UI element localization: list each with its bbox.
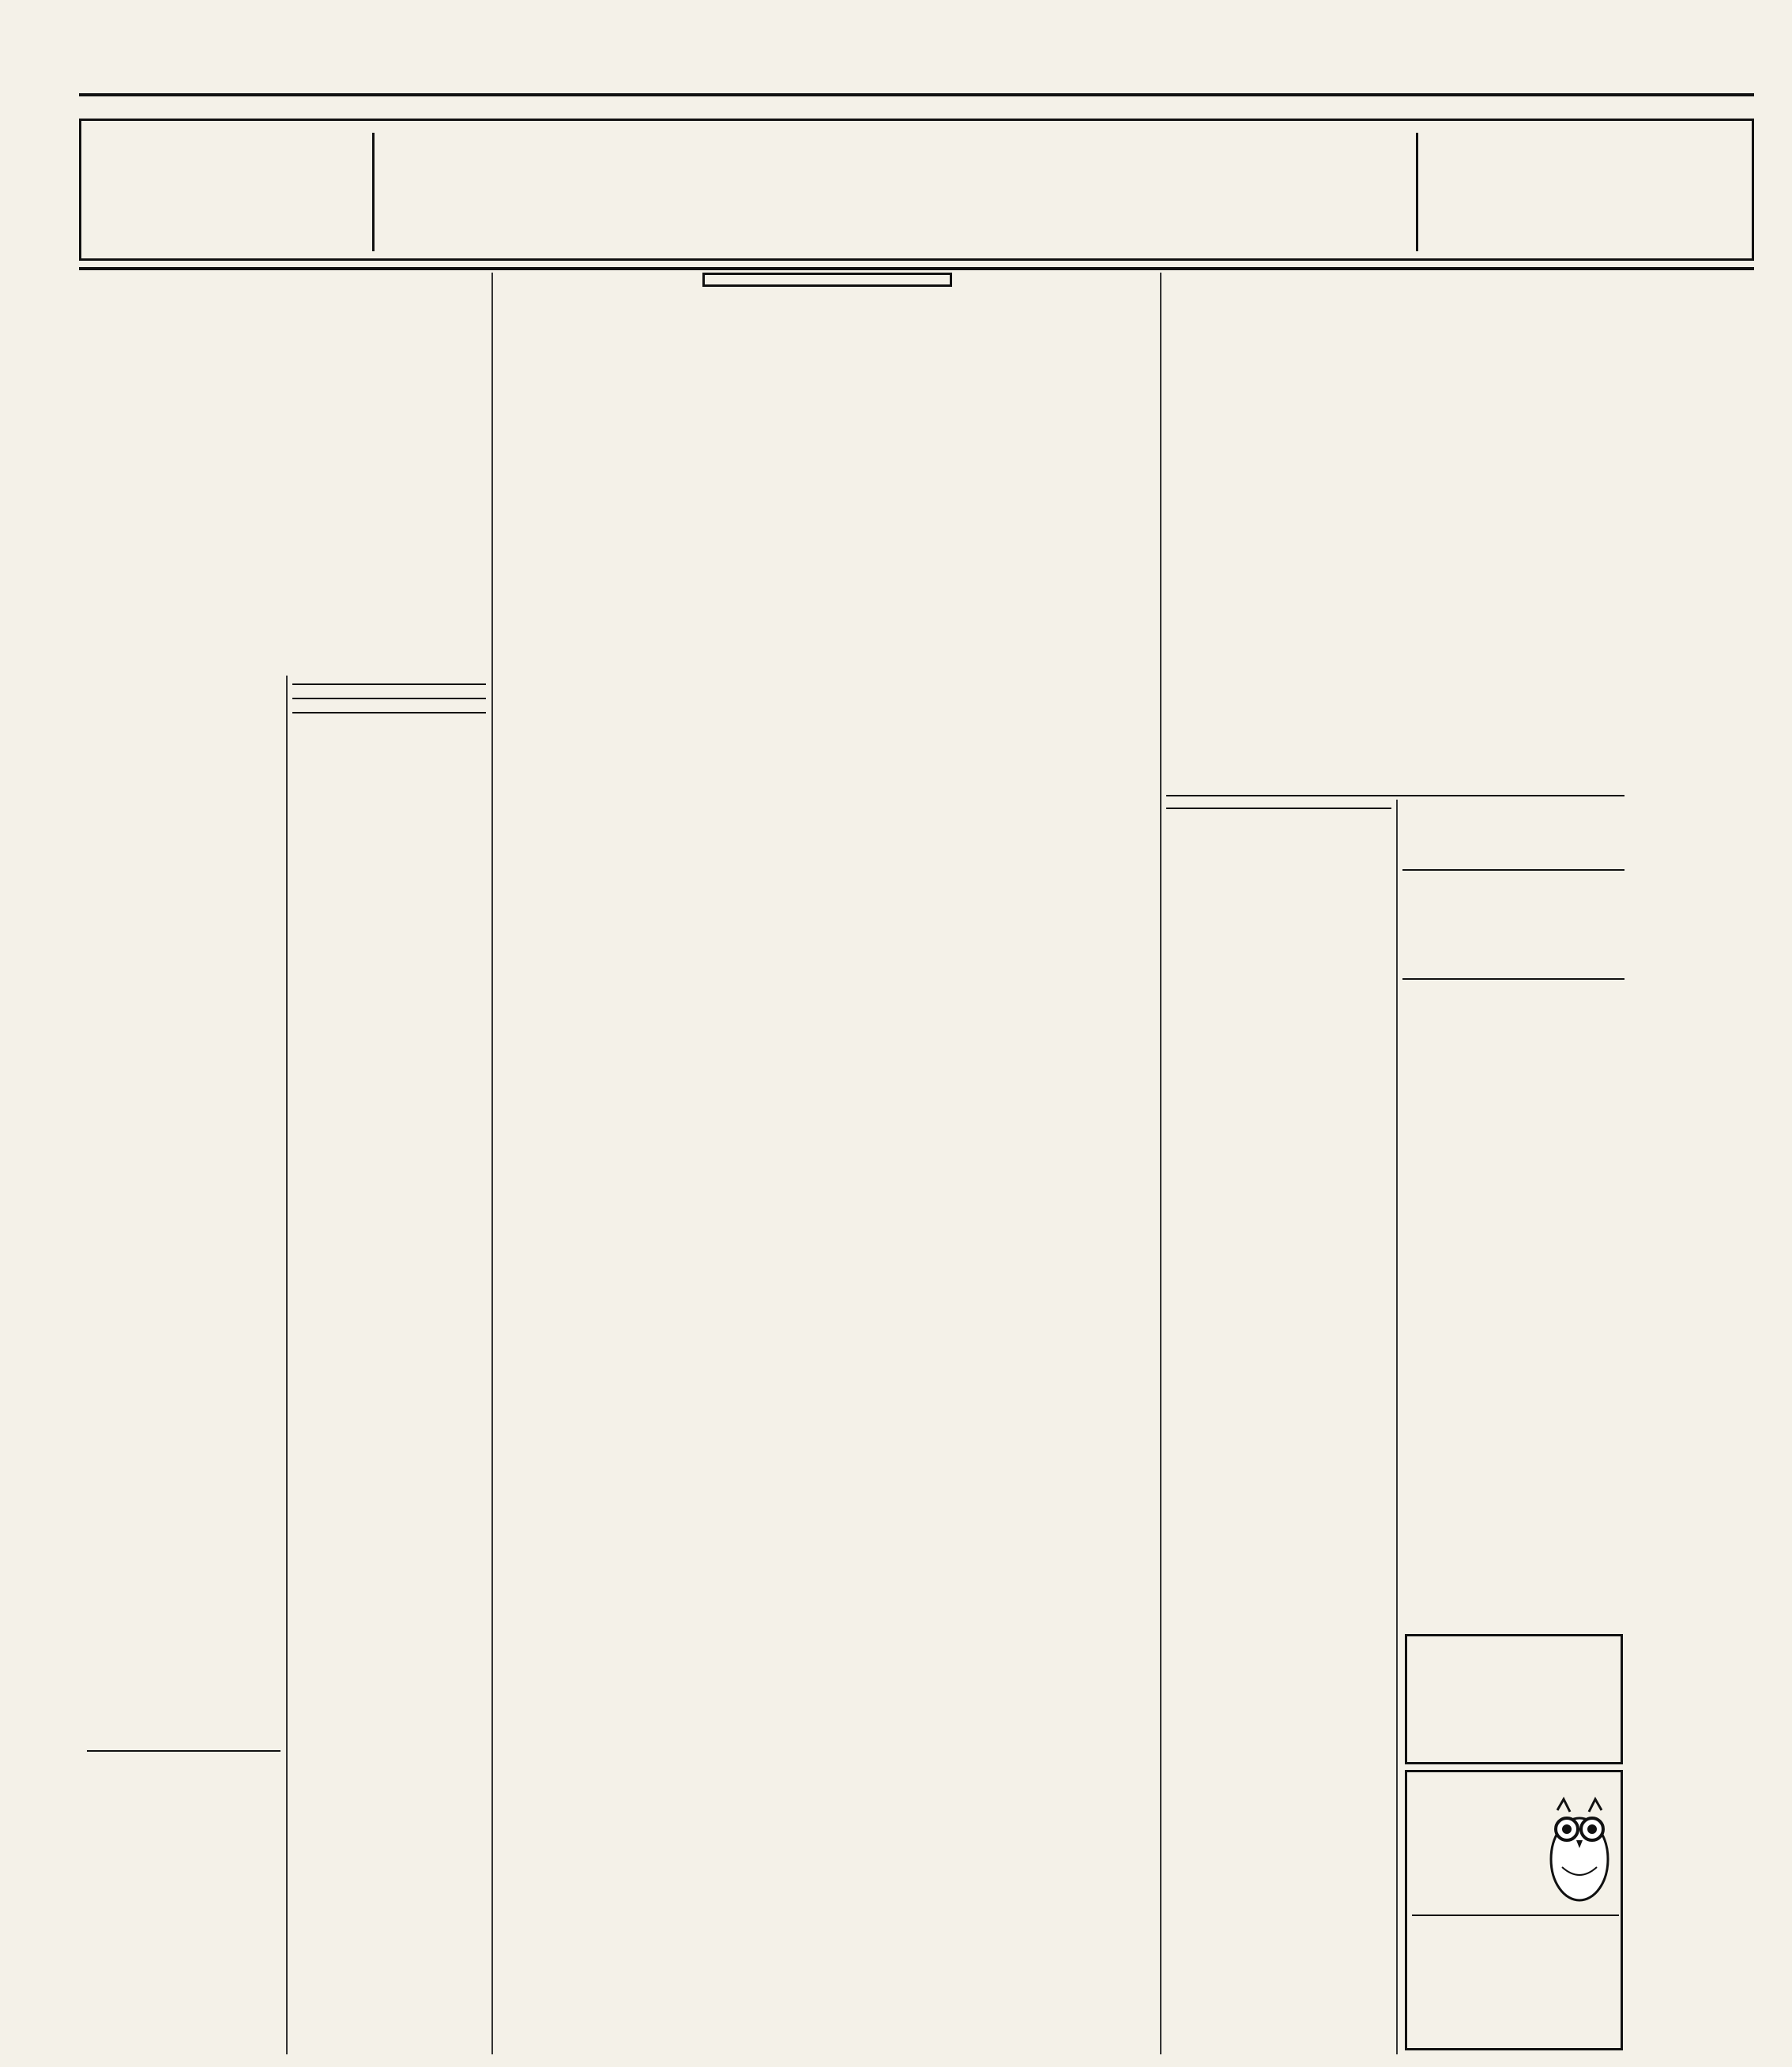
moonlight-article <box>1166 800 1391 1738</box>
eye-question <box>1414 1779 1540 1850</box>
masthead <box>79 71 1754 92</box>
lead-intro <box>87 496 486 670</box>
masthead-rule <box>79 93 1754 96</box>
ad-staats <box>1402 869 1624 973</box>
column-rule <box>1396 800 1398 2054</box>
siki-headline <box>292 683 486 690</box>
ad-harvey-baker <box>1405 1634 1623 1764</box>
rule <box>1166 795 1624 796</box>
lead-column-b <box>292 676 486 2054</box>
spotlight-logo <box>702 273 952 287</box>
column-rule <box>491 273 493 2054</box>
lead-deck <box>87 370 486 488</box>
banner-left <box>88 133 375 251</box>
royal-continuation <box>1402 800 1624 863</box>
levine-headline <box>87 1750 280 1756</box>
anderson-headline <box>292 698 486 704</box>
column-rule <box>286 676 288 2054</box>
bermuda-headline <box>292 712 486 718</box>
levine-article <box>87 1742 280 2054</box>
banner-main-headline <box>381 126 1408 190</box>
lead-column-a <box>87 676 280 1738</box>
banner-right <box>1416 133 1746 251</box>
ad-pauls <box>1402 978 1624 1105</box>
banner-rule <box>79 267 1754 270</box>
review-continuation <box>997 273 1327 790</box>
royal-headline <box>1166 808 1391 814</box>
ad-eye-strain <box>1405 1770 1623 2050</box>
banner-main-sub <box>381 190 1408 250</box>
owl-icon <box>1542 1780 1617 1907</box>
lead-headline <box>79 273 490 360</box>
